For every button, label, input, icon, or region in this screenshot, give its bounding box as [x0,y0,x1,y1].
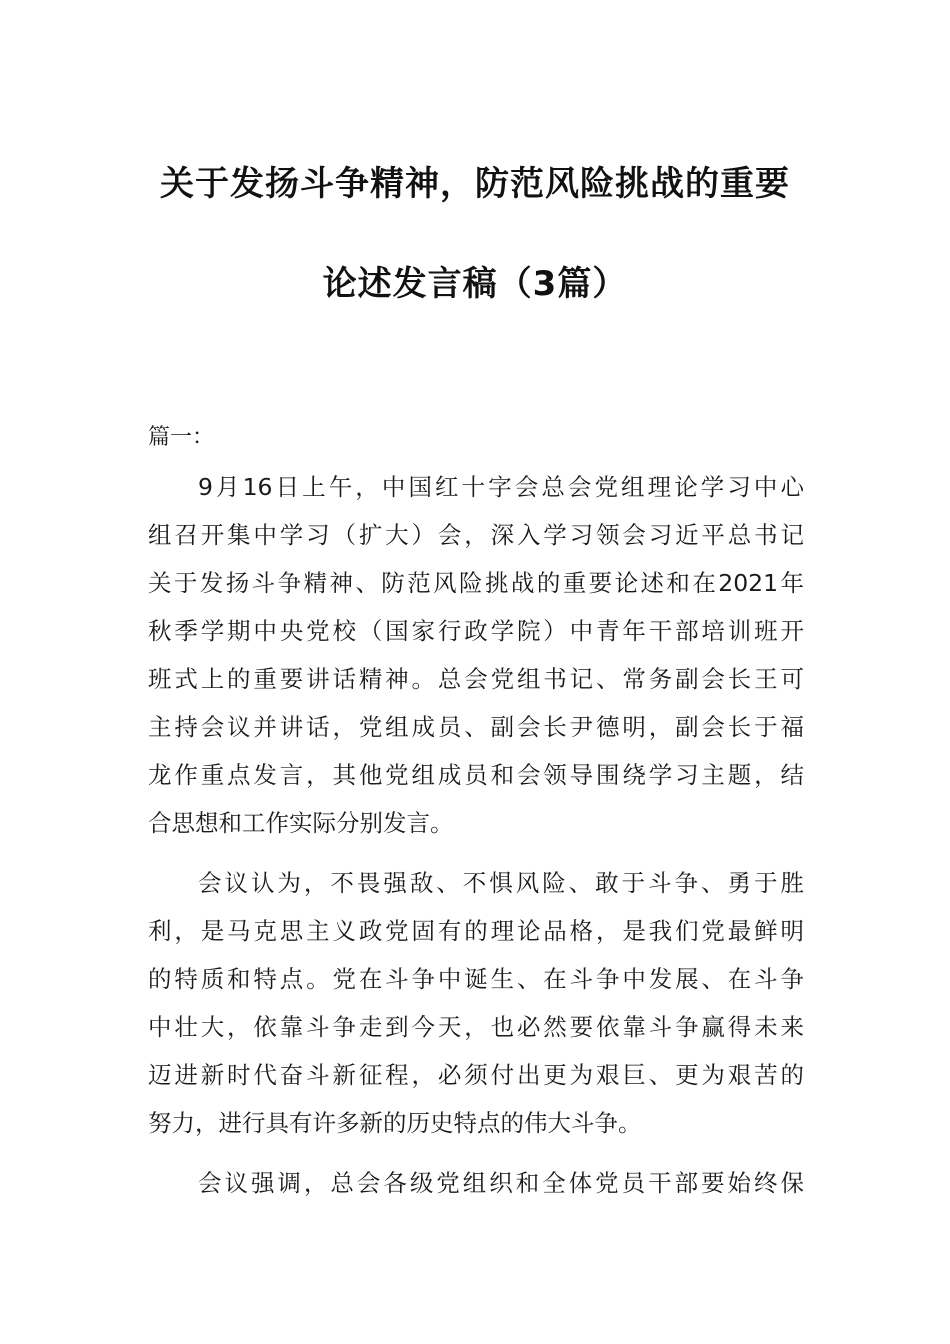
paragraph-2-line: 努力，进行具有许多新的历史特点的伟大斗争。 [148,1109,642,1137]
paragraph-2-line: 利，是马克思主义政党固有的理论品格，是我们党最鲜明 [148,917,804,945]
paragraph-2-line: 中壮大，依靠斗争走到今天，也必然要依靠斗争赢得未来 [148,1013,804,1041]
document-title-line-2: 论述发言稿（3篇） [322,264,628,304]
paragraph-1-line: 9月16日上午，中国红十字会总会党组理论学习中心 [198,473,804,501]
paragraph-1-line: 龙作重点发言，其他党组成员和会领导围绕学习主题，结 [148,761,804,789]
paragraph-2-line: 的特质和特点。党在斗争中诞生、在斗争中发展、在斗争 [148,965,804,993]
paragraph-1-line: 秋季学期中央党校（国家行政学院）中青年干部培训班开 [148,617,804,645]
paragraph-3-line: 会议强调，总会各级党组织和全体党员干部要始终保 [198,1169,804,1197]
section-label: 篇一： [148,425,215,450]
paragraph-2-line: 会议认为，不畏强敌、不惧风险、敢于斗争、勇于胜 [198,869,804,897]
paragraph-1-line: 组召开集中学习（扩大）会，深入学习领会习近平总书记 [148,521,804,549]
document-title-line-1: 关于发扬斗争精神，防范风险挑战的重要 [160,164,790,204]
paragraph-1-line: 主持会议并讲话，党组成员、副会长尹德明，副会长于福 [148,713,804,741]
paragraph-1-line: 合思想和工作实际分别发言。 [148,809,454,837]
paragraph-2-line: 迈进新时代奋斗新征程，必须付出更为艰巨、更为艰苦的 [148,1061,804,1089]
paragraph-1-line: 关于发扬斗争精神、防范风险挑战的重要论述和在2021年 [148,569,804,597]
paragraph-1-line: 班式上的重要讲话精神。总会党组书记、常务副会长王可 [148,665,804,693]
